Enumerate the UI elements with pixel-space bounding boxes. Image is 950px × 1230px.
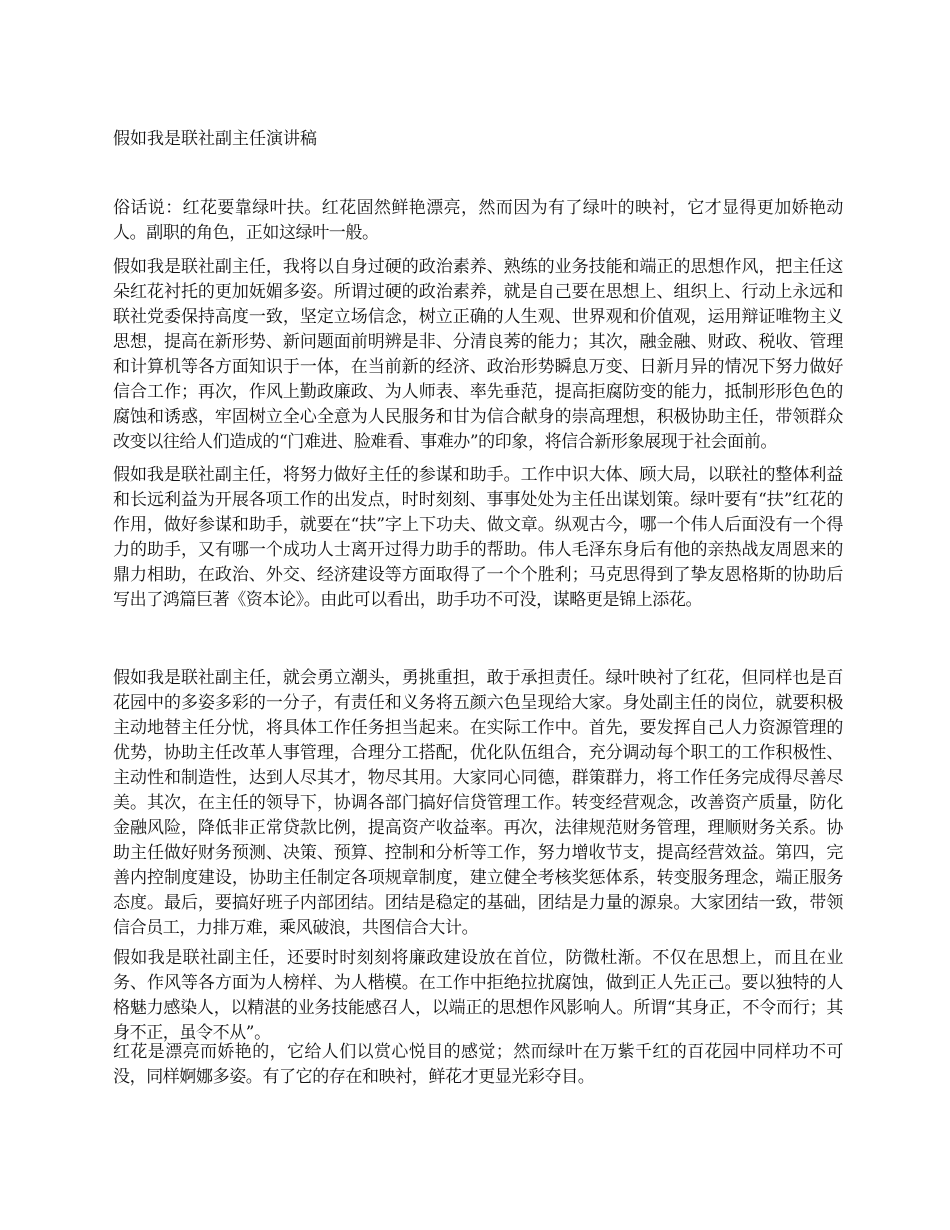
paragraph-intro: 俗话说：红花要靠绿叶扶。红花固然鲜艳漂亮，然而因为有了绿叶的映衬，它才显得更加娇艳动人。副职的角色，正如这绿叶一般。 [113,198,843,243]
paragraph-integrity: 假如我是联社副主任，还要时时刻刻将廉政建设放在首位，防微杜渐。不仅在思想上，而且在业务、作风等各方面为人榜样、为人楷模。在工作中拒绝拉扰腐蚀，做到正人先正己。要以独特的人格魅力感染人，以精湛的业务技能感召人，以端正的思想作风影响人。所谓“其身正，不令而行；其身不正，虽令不从”。 [113,948,843,1043]
paragraph-advisor-role: 假如我是联社副主任，将努力做好主任的参谋和助手。工作中识大体、顾大局，以联社的整体利益和长远利益为开展各项工作的出发点，时时刻刻、事事处处为主任出谋划策。绿叶要有“扶”红花的作用，做好参谋和助手，就要在“扶”字上下功夫、做文章。纵观古今，哪一个伟人后面没有一个得力的助手，又有哪一个成功人士离开过得力助手的帮助。伟人毛泽东身后有他的亲热战友周恩来的鼎力相助，在政治、外交、经济建设等方面取得了一个个胜利；马克思得到了挚友恩格斯的协助后写出了鸿篇巨著《资本论》。由此可以看出，助手功不可没，谋略更是锦上添花。 [113,465,843,610]
paragraph-conclusion: 红花是漂亮而娇艳的，它给人们以赏心悦目的感觉；然而绿叶在万紫千红的百花园中同样功不可没，同样婀娜多姿。有了它的存在和映衬，鲜花才更显光彩夺目。 [113,1042,843,1087]
paragraph-responsibility: 假如我是联社副主任，就会勇立潮头，勇挑重担，敢于承担责任。绿叶映衬了红花，但同样也是百花园中的多姿多彩的一分子，有责任和义务将五颜六色呈现给大家。身处副主任的岗位，就要积极主动地替主任分忧，将具体工作任务担当起来。在实际工作中。首先，要发挥自己人力资源管理的优势，协助主任改革人事管理，合理分工搭配，优化队伍组合，充分调动每个职工的工作积极性、主动性和制造性，达到人尽其才，物尽其用。大家同心同德，群策群力，将工作任务完成得尽善尽美。其次，在主任的领导下，协调各部门搞好信贷管理工作。转变经营观念，改善资产质量，防化金融风险，降低非正常贷款比例，提高资产收益率。再次，法律规范财务管理，理顺财务关系。协助主任做好财务预测、决策、预算、控制和分析等工作，努力增收节支，提高经营效益。第四，完善内控制度建设，协助主任制定各项规章制度，建立健全考核奖惩体系，转变服务理念，端正服务态度。最后，要搞好班子内部团结。团结是稳定的基础，团结是力量的源泉。大家团结一致，带领信合员工，力排万难，乘风破浪，共图信合大计。 [113,668,843,938]
document-title: 假如我是联社副主任演讲稿 [113,129,317,149]
paragraph-political-quality: 假如我是联社副主任，我将以自身过硬的政治素养、熟练的业务技能和端正的思想作风，把主任这朵红花衬托的更加妩媚多姿。所谓过硬的政治素养，就是自己要在思想上、组织上、行动上永远和联社党委保持高度一致，坚定立场信念，树立正确的人生观、世界观和价值观，运用辩证唯物主义思想，提高在新形势、新问题面前明辨是非、分清良莠的能力；其次，融金融、财政、税收、管理和计算机等各方面知识于一体，在当前新的经济、政治形势瞬息万变、日新月异的情况下努力做好信合工作；再次，作风上勤政廉政、为人师表、率先垂范，提高拒腐防变的能力，抵制形形色色的腐蚀和诱惑，牢固树立全心全意为人民服务和甘为信合献身的崇高理想，积极协助主任，带领群众改变以往给人们造成的“门难进、脸难看、事难办”的印象，将信合新形象展现于社会面前。 [113,257,843,452]
